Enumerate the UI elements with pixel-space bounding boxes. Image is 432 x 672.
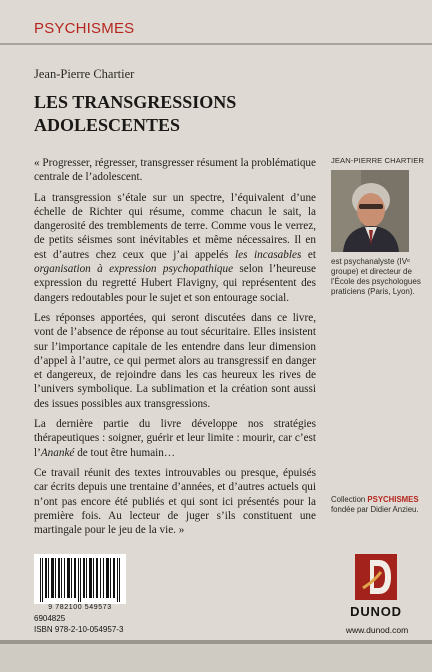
title-line-1: LES TRANSGRESSIONS	[34, 92, 237, 112]
blurb-p2-text-c: selon l’heureuse expression du regretté Hubert Flavigny, qui représentent des dangers redoutables pour le sujet et son entourage social.	[34, 263, 316, 304]
author-photo-label: JEAN-PIERRE CHARTIER	[331, 156, 424, 165]
blurb-paragraph-5: Ce travail réunit des textes introuvables ou presque, épuisés car écrits depuis une trentaine d’années, et d’autres actuels qui n’ont pas encore été publiés et qui sont ici présentés pour la première fois. Au lecteur de juger s’ils constituent une martingale pour le jeu de la vie. »	[34, 466, 316, 537]
blurb-paragraph-1: « Progresser, régresser, transgresser résument la problématique centrale de l’adolescent.	[34, 157, 316, 184]
dunod-logo-icon	[355, 554, 397, 600]
title-line-2: ADOLESCENTES	[34, 115, 181, 135]
barcode-icon	[34, 554, 126, 604]
top-divider	[0, 43, 432, 45]
blurb-p2-text-a: La transgression s’étale sur un spectre, l’équivalent d’une échelle de Richter qui résume, comme chacun le sait, la dangerosité des tremblements de terre. Comme vous le verrez, de petits séismes sont inévitables et même nécessaires. Il en est d’autres chez ceux que j’ai appelés	[34, 191, 316, 261]
blurb-p4-emphasis: Ananké	[40, 446, 75, 459]
collection-credit	[331, 495, 431, 515]
collection-credit-suffix: fondée par Didier Anzieu.	[331, 505, 419, 514]
blurb-p4-text-a: La dernière partie du livre développe nos stratégies thérapeutiques : soigner, guérir et leur limite : mourir, car c’est l’	[34, 418, 316, 459]
book-title	[34, 91, 334, 137]
collection-label: PSYCHISMES	[34, 20, 135, 37]
barcode	[34, 554, 126, 604]
author-photo-icon	[331, 170, 409, 252]
blurb-p2-emphasis-2: organisation à expression psychopathique	[34, 263, 234, 276]
blurb-paragraph-4	[34, 417, 316, 460]
blurb-paragraph-3: Les réponses apportées, qui seront discutées dans ce livre, vont de l’absence de réponse au tout sécuritaire. Elles insistent sur l’importance capitale de les entendre dans leur dimension d’appel à l’autre, ce qui permet alors au transgressif en danger et dangereux, de rejoindre dans les cas heureux les rives de l’univers symbolique. La sublimation et la création sont aussi des issues possibles aux transgressions.	[34, 311, 316, 410]
publisher-name: DUNOD	[350, 604, 402, 619]
author-photo	[331, 170, 409, 252]
blurb-p4-text-b: de tout être humain…	[74, 446, 176, 459]
collection-credit-name: PSYCHISMES	[367, 495, 419, 504]
barcode-digits: 9 782100 549573	[48, 604, 112, 611]
blurb-p2-text-b: et	[301, 248, 316, 261]
blurb-paragraph-2	[34, 191, 316, 305]
author-bio: est psychanalyste (IVᵉ groupe) et directeur de l’École des psychologues praticiens (Paris, Lyon).	[331, 257, 421, 296]
isbn: ISBN 978-2-10-054957-3	[34, 625, 124, 634]
blurb-p2-emphasis-1: les incasables	[235, 248, 302, 261]
collection-credit-prefix: Collection	[331, 495, 366, 504]
author-name: Jean-Pierre Chartier	[34, 67, 135, 81]
blurb	[34, 156, 316, 544]
publisher-website: www.dunod.com	[345, 625, 409, 635]
reference-code: 6904825	[34, 614, 66, 623]
bottom-band	[0, 644, 432, 672]
